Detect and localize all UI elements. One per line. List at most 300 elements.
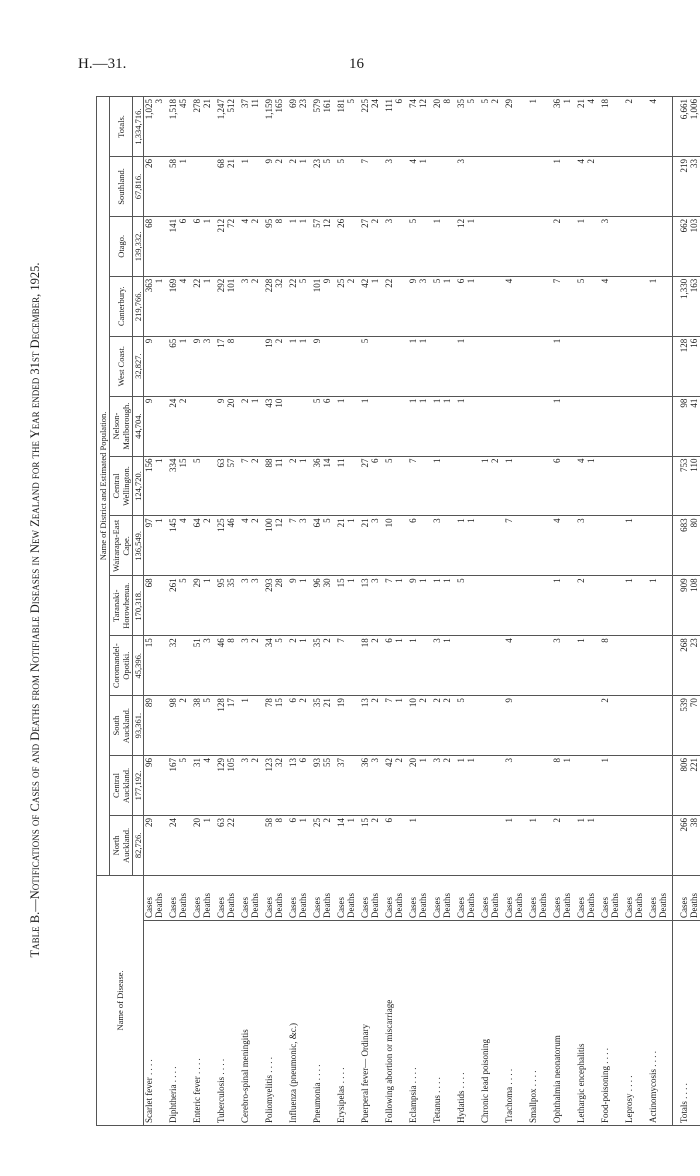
district-header: West Coast.	[110, 336, 133, 396]
totals-row	[673, 97, 700, 1126]
count-cell: 334 15	[168, 456, 192, 516]
count-cell: 1	[552, 396, 576, 456]
count-cell: 1,518 45	[168, 97, 192, 157]
count-cell: 4	[504, 276, 528, 336]
count-cell: 5 2	[480, 97, 504, 157]
count-cell: 10	[384, 516, 408, 576]
count-cell: 95 8	[264, 216, 288, 276]
count-cell: 1 1	[456, 516, 480, 576]
count-type-labels: Cases Deaths	[192, 875, 216, 920]
count-cell: 36 3	[360, 756, 384, 816]
population-cell: 1,334,716.	[133, 97, 144, 157]
count-cell: 42 2	[384, 756, 408, 816]
count-cell	[504, 216, 528, 276]
count-cell: 89	[144, 696, 169, 756]
count-cell	[600, 456, 624, 516]
count-cell: 2 1	[288, 156, 312, 216]
disease-name: Influenza (pneumonic, &c.)	[288, 921, 312, 1126]
count-cell: 1	[648, 276, 673, 336]
count-cell: 24 2	[168, 396, 192, 456]
count-cell	[384, 336, 408, 396]
count-cell: 3	[600, 216, 624, 276]
count-cell: 63 57	[216, 456, 240, 516]
count-cell: 9	[504, 696, 528, 756]
district-header: Nelson-Marlborough.	[110, 396, 133, 456]
district-header: Wairarapa-East Cape.	[110, 516, 133, 576]
count-cell: 5 1	[432, 276, 456, 336]
count-cell	[504, 396, 528, 456]
district-header: Totals.	[110, 97, 133, 157]
count-type-labels: Cases Deaths	[456, 875, 480, 920]
count-cell: 22 1	[192, 276, 216, 336]
count-cell: 25 2	[336, 276, 360, 336]
count-cell: 2 1	[288, 456, 312, 516]
count-cell: 9 1	[408, 576, 432, 636]
count-type-labels: Cases Deaths	[432, 875, 456, 920]
count-type-labels: Cases Deaths	[480, 875, 504, 920]
count-cell: 5 6	[312, 396, 336, 456]
count-cell: 1	[576, 216, 600, 276]
count-cell: 8	[600, 636, 624, 696]
count-cell: 20 1	[192, 815, 216, 875]
disease-name: Ophthalmia neonatorum	[552, 921, 576, 1126]
count-type-labels: Cases Deaths	[504, 875, 528, 920]
count-cell	[504, 576, 528, 636]
disease-row	[456, 97, 480, 1126]
count-cell: 3 3	[240, 576, 264, 636]
population-cell: 139,332.	[133, 216, 144, 276]
count-cell: 26	[144, 156, 169, 216]
disease-name: Actinomycosis . . . .	[648, 921, 673, 1126]
count-cell	[528, 336, 552, 396]
count-cell	[480, 696, 504, 756]
count-cell: 19	[336, 696, 360, 756]
count-cell	[480, 636, 504, 696]
count-cell	[480, 756, 504, 816]
disease-row	[384, 97, 408, 1126]
count-cell: 5	[456, 576, 480, 636]
disease-name: Leprosy . . . .	[624, 921, 648, 1126]
count-cell: 21 3	[360, 516, 384, 576]
count-type-labels: Cases Deaths	[600, 875, 624, 920]
count-cell: 100 12	[264, 516, 288, 576]
district-header: South Auckland.	[110, 696, 133, 756]
count-cell: 6 1	[456, 276, 480, 336]
count-cell: 1	[552, 156, 576, 216]
count-cell	[576, 336, 600, 396]
count-cell	[624, 756, 648, 816]
report-code: H.—31.	[78, 56, 127, 72]
district-header: Taranaki-Horowhenua.	[110, 576, 133, 636]
count-cell: 3 2	[240, 636, 264, 696]
count-cell	[648, 216, 673, 276]
count-cell: 128 17	[216, 696, 240, 756]
disease-name: Chronic lead poisoning	[480, 921, 504, 1126]
count-cell: 36 1	[552, 97, 576, 157]
count-cell: 4 1	[408, 156, 432, 216]
count-cell	[480, 516, 504, 576]
count-cell	[480, 576, 504, 636]
count-cell	[432, 156, 456, 216]
count-cell	[600, 156, 624, 216]
disease-row	[360, 97, 384, 1126]
count-cell: 13 2	[360, 696, 384, 756]
count-cell: 293 28	[264, 576, 288, 636]
district-header: Central Wellington.	[110, 456, 133, 516]
count-cell: 6 1	[384, 636, 408, 696]
count-cell	[504, 156, 528, 216]
count-cell: 261 5	[168, 576, 192, 636]
count-cell: 2	[576, 576, 600, 636]
disease-row	[624, 97, 648, 1126]
count-type-labels: Cases Deaths	[288, 875, 312, 920]
count-cell: 7	[336, 636, 360, 696]
count-cell: 1	[552, 576, 576, 636]
count-cell: 46 8	[216, 636, 240, 696]
count-cell	[624, 636, 648, 696]
count-cell: 3 2	[432, 756, 456, 816]
count-cell	[480, 815, 504, 875]
count-type-labels: Cases Deaths	[624, 875, 648, 920]
count-cell: 18	[600, 97, 624, 157]
count-cell	[528, 216, 552, 276]
count-cell: 5	[192, 456, 216, 516]
count-type-labels: Cases Deaths	[144, 875, 169, 920]
count-cell: 2	[552, 216, 576, 276]
count-cell: 363 1	[144, 276, 169, 336]
count-cell: 6 2	[288, 696, 312, 756]
count-cell: 5	[360, 336, 384, 396]
count-cell	[240, 336, 264, 396]
count-cell: 2 1	[240, 396, 264, 456]
population-cell: 177,192.	[133, 756, 144, 816]
count-cell: 128 16	[673, 336, 700, 396]
count-cell	[648, 156, 673, 216]
count-cell	[528, 276, 552, 336]
count-cell: 1	[624, 516, 648, 576]
count-cell: 3	[384, 156, 408, 216]
count-cell: 9 20	[216, 396, 240, 456]
count-cell	[576, 396, 600, 456]
count-cell: 51 3	[192, 636, 216, 696]
count-cell: 1	[504, 456, 528, 516]
page-number: 16	[349, 56, 364, 72]
count-cell: 4	[600, 276, 624, 336]
count-cell	[552, 696, 576, 756]
count-cell	[480, 336, 504, 396]
count-cell: 1,025 3	[144, 97, 169, 157]
count-cell: 98 2	[168, 696, 192, 756]
count-cell: 1	[408, 815, 432, 875]
count-cell: 156 1	[144, 456, 169, 516]
count-cell: 169 4	[168, 276, 192, 336]
count-cell: 7	[504, 516, 528, 576]
count-type-labels: Cases Deaths	[673, 875, 700, 920]
count-cell: 101 9	[312, 276, 336, 336]
count-cell	[624, 336, 648, 396]
count-cell	[648, 456, 673, 516]
count-cell	[384, 396, 408, 456]
count-cell: 1 1	[456, 756, 480, 816]
count-cell: 15 2	[360, 815, 384, 875]
count-cell: 4 1	[576, 456, 600, 516]
count-cell: 219 33	[673, 156, 700, 216]
count-cell: 1 1	[408, 336, 432, 396]
count-type-labels: Cases Deaths	[648, 875, 673, 920]
count-cell	[192, 396, 216, 456]
count-cell: 68	[144, 576, 169, 636]
count-cell: 579 161	[312, 97, 336, 157]
count-cell: 11	[336, 456, 360, 516]
count-cell: 1 2	[480, 456, 504, 516]
disease-row	[432, 97, 456, 1126]
count-cell	[528, 576, 552, 636]
count-cell	[192, 156, 216, 216]
disease-row	[168, 97, 192, 1126]
count-cell: 123 32	[264, 756, 288, 816]
count-cell: 1,247 512	[216, 97, 240, 157]
count-cell: 2	[624, 97, 648, 157]
disease-name: Pneumonia . . . .	[312, 921, 336, 1126]
count-cell: 17 8	[216, 336, 240, 396]
count-cell: 1	[648, 576, 673, 636]
count-cell: 5	[456, 696, 480, 756]
count-cell: 4	[504, 636, 528, 696]
count-cell: 20 8	[432, 97, 456, 157]
count-cell: 3	[552, 636, 576, 696]
count-cell	[480, 396, 504, 456]
count-cell: 69 23	[288, 97, 312, 157]
count-type-labels: Cases Deaths	[384, 875, 408, 920]
count-cell: 7 2	[240, 456, 264, 516]
count-cell	[504, 336, 528, 396]
count-cell: 4 2	[576, 156, 600, 216]
count-cell	[624, 216, 648, 276]
disease-name: Following abortion or miscarriage	[384, 921, 408, 1126]
count-type-labels: Cases Deaths	[264, 875, 288, 920]
disease-row	[480, 97, 504, 1126]
count-cell: 539 70	[673, 696, 700, 756]
count-cell: 58 8	[264, 815, 288, 875]
count-cell	[528, 696, 552, 756]
table-body	[144, 97, 700, 1126]
count-cell: 3	[384, 216, 408, 276]
count-cell: 98 41	[673, 396, 700, 456]
count-cell: 23 5	[312, 156, 336, 216]
count-cell: 96 30	[312, 576, 336, 636]
count-cell	[648, 815, 673, 875]
count-cell	[600, 815, 624, 875]
count-cell	[576, 756, 600, 816]
count-cell	[288, 396, 312, 456]
table-caption: Table B.—Notifications of Cases of and Deaths from Notifiable Diseases in New Zealand for the Year ended 31st December, 1925.	[28, 262, 42, 958]
count-type-labels: Cases Deaths	[528, 875, 552, 920]
count-cell: 6 1	[192, 216, 216, 276]
count-cell: 2 2	[432, 696, 456, 756]
count-type-labels: Cases Deaths	[408, 875, 432, 920]
count-cell: 65 1	[168, 336, 192, 396]
count-cell	[480, 156, 504, 216]
count-cell: 96	[144, 756, 169, 816]
count-cell	[624, 815, 648, 875]
disease-row	[408, 97, 432, 1126]
count-cell	[336, 336, 360, 396]
count-cell: 4 2	[240, 516, 264, 576]
count-cell: 228 32	[264, 276, 288, 336]
count-cell: 1 1	[432, 576, 456, 636]
count-cell	[600, 336, 624, 396]
count-cell: 1 1	[576, 815, 600, 875]
count-cell: 9	[144, 396, 169, 456]
count-cell	[624, 276, 648, 336]
count-cell: 278 21	[192, 97, 216, 157]
count-cell: 3	[432, 516, 456, 576]
disease-name: Eclampsia . . . .	[408, 921, 432, 1126]
count-cell: 15 1	[336, 576, 360, 636]
district-header: Central Auckland.	[110, 756, 133, 816]
count-type-labels: Cases Deaths	[336, 875, 360, 920]
population-cell: 124,720.	[133, 456, 144, 516]
count-cell: 1	[336, 396, 360, 456]
count-cell: 1 1	[288, 216, 312, 276]
count-cell: 57 12	[312, 216, 336, 276]
count-cell: 141 6	[168, 216, 192, 276]
district-header: North Auckland.	[110, 815, 133, 875]
district-header: Southland.	[110, 156, 133, 216]
count-cell: 1	[240, 156, 264, 216]
count-cell: 38 5	[192, 696, 216, 756]
count-cell	[648, 696, 673, 756]
count-cell: 5	[384, 456, 408, 516]
count-cell: 58 1	[168, 156, 192, 216]
count-cell: 22 5	[288, 276, 312, 336]
count-cell: 26	[336, 216, 360, 276]
count-cell: 225 24	[360, 97, 384, 157]
count-cell: 125 46	[216, 516, 240, 576]
count-cell: 35 5	[456, 97, 480, 157]
disease-name: Lethargic encephalitis	[576, 921, 600, 1126]
count-cell: 6 1	[288, 815, 312, 875]
count-cell: 29	[144, 815, 169, 875]
count-cell: 1	[552, 336, 576, 396]
count-cell: 7	[552, 276, 576, 336]
population-cell: 44,704.	[133, 396, 144, 456]
count-cell	[528, 456, 552, 516]
count-cell: 43 10	[264, 396, 288, 456]
district-group-header: Name of District and Estimated Population.	[97, 97, 110, 876]
count-cell	[528, 396, 552, 456]
count-cell: 1	[624, 576, 648, 636]
count-cell: 5	[336, 156, 360, 216]
count-cell: 9	[312, 336, 336, 396]
count-cell: 42 1	[360, 276, 384, 336]
count-cell	[528, 156, 552, 216]
disease-row	[144, 97, 169, 1126]
population-cell: 32,827.	[133, 336, 144, 396]
disease-name: Tetanus . . . .	[432, 921, 456, 1126]
count-cell	[240, 815, 264, 875]
disease-row	[576, 97, 600, 1126]
disease-name: Food-poisoning . . . .	[600, 921, 624, 1126]
count-cell: 1	[600, 756, 624, 816]
count-cell: 4 2	[240, 216, 264, 276]
count-cell: 24	[168, 815, 192, 875]
count-cell: 68 21	[216, 156, 240, 216]
disease-row	[312, 97, 336, 1126]
count-cell	[528, 756, 552, 816]
count-cell	[432, 336, 456, 396]
count-cell: 29 1	[192, 576, 216, 636]
count-cell: 36 14	[312, 456, 336, 516]
population-cell: 45,396.	[133, 636, 144, 696]
count-cell	[600, 576, 624, 636]
disease-name: Scarlet fever . . . .	[144, 921, 169, 1126]
count-cell: 27 2	[360, 216, 384, 276]
disease-row	[240, 97, 264, 1126]
count-cell: 1	[432, 216, 456, 276]
count-cell	[456, 815, 480, 875]
count-cell: 129 105	[216, 756, 240, 816]
population-cell: 82,726.	[133, 815, 144, 875]
count-cell: 1	[240, 696, 264, 756]
count-cell	[480, 216, 504, 276]
count-type-labels: Cases Deaths	[312, 875, 336, 920]
count-cell	[624, 156, 648, 216]
count-cell: 35 2	[312, 636, 336, 696]
count-cell: 34 5	[264, 636, 288, 696]
count-cell	[648, 396, 673, 456]
count-cell: 1	[528, 815, 552, 875]
count-cell: 32	[168, 636, 192, 696]
count-cell: 1 1	[408, 396, 432, 456]
count-cell: 4	[648, 97, 673, 157]
count-cell	[624, 696, 648, 756]
count-cell	[624, 396, 648, 456]
count-cell: 3	[504, 756, 528, 816]
disease-name: Cerebro-spinal meningitis	[240, 921, 264, 1126]
count-cell: 37	[336, 756, 360, 816]
disease-row	[336, 97, 360, 1126]
disease-row	[288, 97, 312, 1126]
count-cell: 7	[360, 156, 384, 216]
disease-name: Poliomyelitis . . . .	[264, 921, 288, 1126]
count-cell: 9	[144, 336, 169, 396]
count-cell: 909 108	[673, 576, 700, 636]
count-cell	[456, 636, 480, 696]
count-cell: 8 1	[552, 756, 576, 816]
count-cell: 31 4	[192, 756, 216, 816]
disease-row	[504, 97, 528, 1126]
count-cell: 1 1	[288, 336, 312, 396]
count-cell: 1	[456, 396, 480, 456]
count-cell: 22	[384, 276, 408, 336]
count-cell: 145 4	[168, 516, 192, 576]
count-cell: 37 11	[240, 97, 264, 157]
count-cell: 7 1	[384, 576, 408, 636]
count-cell: 3 2	[240, 756, 264, 816]
count-cell	[648, 516, 673, 576]
count-cell: 1	[528, 97, 552, 157]
count-cell: 6	[552, 456, 576, 516]
count-cell: 3	[456, 156, 480, 216]
count-cell	[576, 696, 600, 756]
count-cell: 12 1	[456, 216, 480, 276]
count-cell: 78 15	[264, 696, 288, 756]
count-cell: 1	[408, 636, 432, 696]
count-cell: 15	[144, 636, 169, 696]
district-header: Otago.	[110, 216, 133, 276]
count-cell: 4	[552, 516, 576, 576]
